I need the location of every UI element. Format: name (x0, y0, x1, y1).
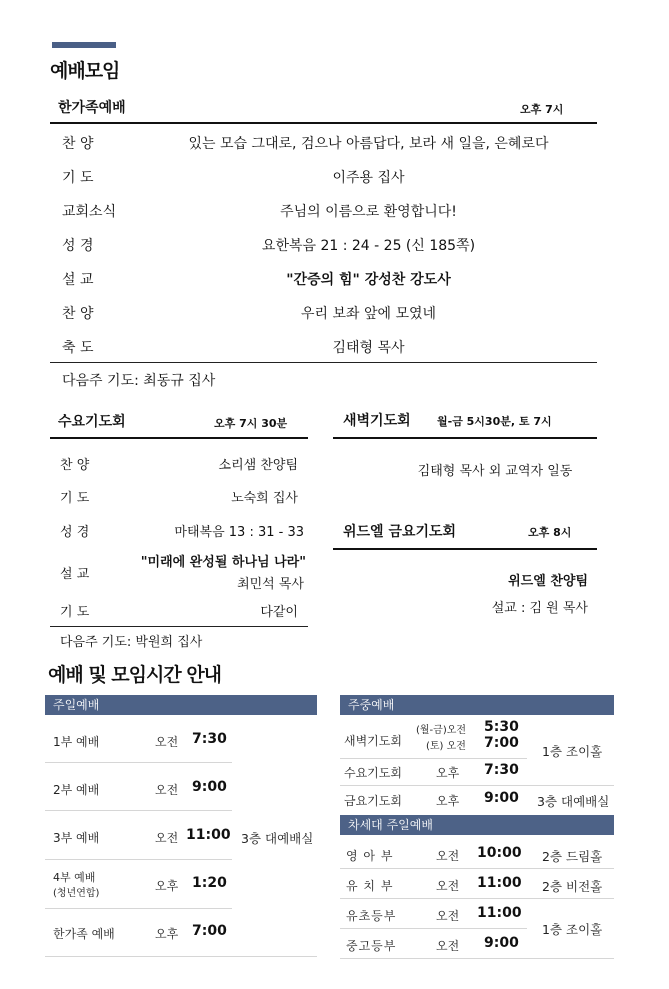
weekday-row-name: 금요기도회 (344, 794, 402, 808)
next-gen-row-time: 10:00 (477, 845, 522, 861)
row-content: 우리 보좌 앞에 모였네 (300, 306, 437, 322)
next-gen-shared-place: 1층 조이홀 (542, 922, 603, 937)
next-gen-row-place: 2층 비전홀 (542, 879, 603, 894)
sunday-row-name: 4부 예배 (53, 871, 96, 884)
row-label: 축 도 (62, 340, 94, 356)
sunday-header: 주일예배 (45, 695, 317, 715)
next-gen-row-ampm: 오전 (436, 849, 460, 863)
wed-sermon-title: "미래에 완성될 하나님 나라" (140, 555, 306, 570)
friday-content: 위드엘 찬양팀 (508, 574, 588, 589)
wed-sermon-preacher: 최민석 목사 (237, 577, 304, 592)
dawn-time: 월-금 5시30분, 토 7시 (437, 415, 552, 428)
weekday-row-name: 수요기도회 (344, 766, 402, 780)
weekday-dawn-time2: 7:00 (484, 735, 519, 751)
weekday-dawn-time1: 5:30 (484, 719, 519, 735)
weekday-row-ampm: 오후 (436, 794, 460, 808)
weekday-dawn-place: 1층 조이홀 (542, 744, 603, 759)
next-gen-row-time: 11:00 (477, 875, 522, 891)
sunday-row-ampm: 오후 (155, 879, 179, 893)
dawn-content: 김태형 목사 외 교역자 일동 (417, 464, 573, 479)
table-divider (340, 758, 527, 759)
row-label: 찬 양 (62, 306, 94, 322)
row-content: "간증의 힘" 강성찬 강도사 (286, 272, 451, 288)
row-label: 찬 양 (62, 136, 94, 152)
wed-row-content: 노숙희 집사 (231, 491, 298, 506)
sunday-row-ampm: 오전 (155, 831, 179, 845)
wednesday-title: 수요기도회 (58, 414, 126, 430)
table-divider (45, 956, 317, 957)
next-gen-row-ampm: 오전 (436, 879, 460, 893)
sunday-row-ampm: 오전 (155, 735, 179, 749)
row-content: 김태형 목사 (332, 340, 405, 356)
table-divider (45, 810, 232, 811)
wednesday-bottom-rule (50, 626, 308, 627)
family-service-time: 오후 7시 (520, 103, 564, 116)
family-top-rule (50, 122, 597, 124)
table-divider (45, 762, 232, 763)
weekday-dawn-ampm2: (토) 오전 (426, 741, 466, 752)
wed-row-label: 설 교 (60, 567, 90, 582)
wednesday-next-prayer: 다음주 기도: 박원희 집사 (60, 635, 203, 650)
weekday-row-time: 9:00 (484, 790, 519, 806)
row-label: 설 교 (62, 272, 94, 288)
next-gen-row-name: 중고등부 (346, 939, 397, 953)
dawn-title: 새벽기도회 (343, 413, 411, 429)
row-content: 이주용 집사 (332, 170, 405, 186)
weekday-dawn-name: 새벽기도회 (344, 734, 402, 748)
dawn-rule (333, 437, 597, 439)
wed-row-label: 기 도 (60, 605, 90, 620)
wed-row-label: 성 경 (60, 525, 90, 540)
sunday-place: 3층 대예배실 (241, 831, 314, 846)
schedule-title: 예배 및 모임시간 안내 (48, 664, 222, 686)
table-divider (340, 868, 614, 869)
section-title: 예배모임 (50, 60, 120, 82)
next-gen-row-name: 유 치 부 (346, 879, 394, 893)
weekday-header: 주중예배 (340, 695, 614, 715)
weekday-dawn-ampm1: (월-금)오전 (416, 725, 467, 736)
family-bottom-rule (50, 362, 597, 363)
sunday-row-name: 3부 예배 (53, 831, 100, 845)
wed-row-label: 찬 양 (60, 458, 90, 473)
weekday-row-ampm: 오후 (436, 766, 460, 780)
friday-rule (333, 548, 597, 550)
sunday-row-time: 7:00 (192, 923, 227, 939)
table-divider (45, 859, 232, 860)
table-divider (340, 898, 614, 899)
next-gen-row-name: 유초등부 (346, 909, 397, 923)
table-divider (45, 908, 232, 909)
friday-time: 오후 8시 (528, 526, 572, 539)
row-content: 주님의 이름으로 환영합니다! (280, 204, 457, 220)
next-gen-row-ampm: 오전 (436, 909, 460, 923)
friday-title: 위드엘 금요기도회 (343, 524, 457, 540)
wednesday-time: 오후 7시 30분 (214, 417, 288, 430)
next-gen-header: 차세대 주일예배 (340, 815, 614, 835)
row-label: 성 경 (62, 238, 94, 254)
sunday-row-time: 11:00 (186, 827, 231, 843)
wed-row-content: 마태복음 13 : 31 - 33 (174, 525, 304, 540)
family-next-prayer: 다음주 기도: 최동규 집사 (62, 373, 216, 389)
weekday-row-time: 7:30 (484, 762, 519, 778)
sunday-row-name-sub: (청년연합) (53, 888, 100, 899)
sunday-row-name: 1부 예배 (53, 735, 100, 749)
sunday-row-time: 9:00 (192, 779, 227, 795)
next-gen-row-time: 9:00 (484, 935, 519, 951)
row-label: 기 도 (62, 170, 94, 186)
table-divider (340, 928, 527, 929)
table-divider (340, 958, 614, 959)
next-gen-row-time: 11:00 (477, 905, 522, 921)
wed-row-content: 다같이 (260, 605, 298, 620)
wed-row-label: 기 도 (60, 491, 90, 506)
sunday-row-time: 1:20 (192, 875, 227, 891)
family-service-title: 한가족예배 (58, 100, 126, 116)
next-gen-row-name: 영 아 부 (346, 849, 394, 863)
wednesday-top-rule (50, 437, 308, 439)
next-gen-row-ampm: 오전 (436, 939, 460, 953)
sunday-row-ampm: 오전 (155, 783, 179, 797)
next-gen-row-place: 2층 드림홀 (542, 849, 603, 864)
sunday-row-time: 7:30 (192, 731, 227, 747)
row-content: 있는 모습 그대로, 검으나 아름답다, 보라 새 일을, 은혜로다 (188, 136, 549, 152)
wed-row-content: 소리샘 찬양팀 (218, 458, 298, 473)
title-accent-bar (52, 42, 116, 48)
sunday-row-name: 2부 예배 (53, 783, 100, 797)
row-content: 요한복음 21 : 24 - 25 (신 185쪽) (261, 238, 476, 254)
row-label: 교회소식 (62, 204, 117, 220)
sunday-row-name: 한가족 예배 (53, 927, 115, 941)
sunday-row-ampm: 오후 (155, 927, 179, 941)
weekday-row-place: 3층 대예배실 (537, 794, 610, 809)
table-divider (340, 785, 614, 786)
friday-preacher: 설교 : 김 원 목사 (491, 601, 588, 616)
